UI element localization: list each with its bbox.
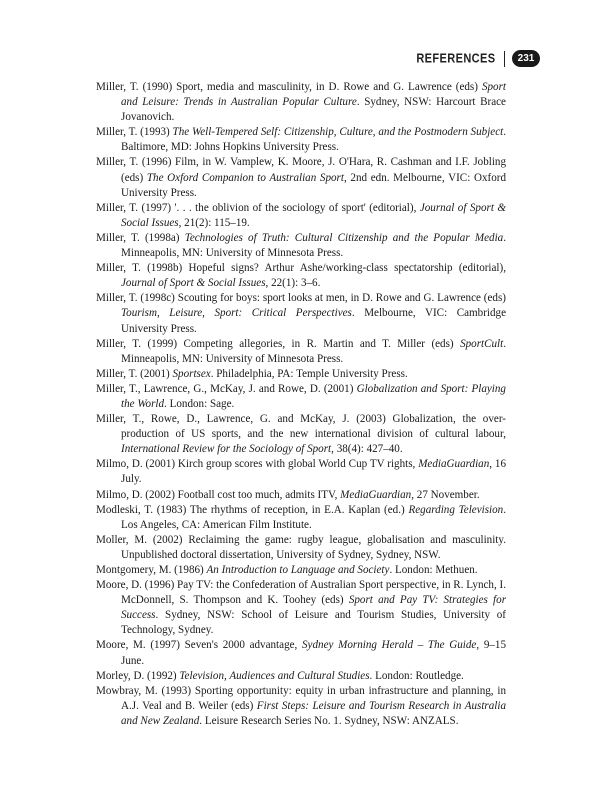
page-number-badge: 231 bbox=[512, 50, 540, 67]
reference-title: MediaGuardian bbox=[340, 488, 412, 501]
reference-title: Tourism, Leisure, Sport: Critical Perspectives bbox=[121, 307, 352, 320]
reference-entry bbox=[96, 488, 506, 503]
reference-text: Miller, T. (1996) Film, in W. Vamplew, K. Moore, J. O'Hara, R. Cashman and I.F. Jobling (eds) bbox=[96, 156, 506, 184]
reference-entry bbox=[96, 382, 506, 412]
reference-entry bbox=[96, 669, 506, 684]
reference-text: Moore, M. (1997) Seven's 2000 advantage, bbox=[96, 639, 302, 652]
reference-text: Miller, T. (1998b) Hopeful signs? Arthur Ashe/working-class spectatorship (editorial), bbox=[96, 262, 506, 275]
reference-entry bbox=[96, 684, 506, 729]
reference-title: Television, Audiences and Cultural Studies bbox=[179, 669, 370, 682]
reference-entry bbox=[96, 412, 506, 457]
reference-text: Montgomery, M. (1986) bbox=[96, 564, 207, 576]
reference-entry bbox=[96, 563, 506, 578]
reference-title: Technologies of Truth: Cultural Citizenship and the Popular Media bbox=[184, 231, 504, 244]
reference-entry bbox=[96, 291, 506, 336]
reference-entry bbox=[96, 337, 506, 367]
reference-text: . Sydney, NSW: School of Leisure and Tourism Studies, University of Technology, Sydney. bbox=[121, 609, 506, 637]
reference-text: Miller, T., Rowe, D., Lawrence, G. and McKay, J. (2003) Globalization, the over-production of US sports, and the new international division of cultural labour, bbox=[96, 413, 506, 441]
reference-title: Sydney Morning Herald – The Guide bbox=[302, 639, 477, 652]
reference-title: SportCult bbox=[460, 337, 504, 350]
reference-text: Miller, T. (1999) Competing allegories, in R. Martin and T. Miller (eds) bbox=[96, 337, 461, 350]
reference-entry bbox=[96, 231, 506, 261]
reference-entry bbox=[96, 155, 506, 200]
reference-text: , 2nd edn. Melbourne, VIC: Oxford University Press. bbox=[121, 171, 506, 199]
reference-title: Journal of Sport & Social Issues bbox=[121, 201, 506, 229]
reference-text: . Sydney, NSW: Harcourt Brace Jovanovich. bbox=[121, 96, 506, 124]
reference-text: Moller, M. (2002) Reclaiming the game: rugby league, globalisation and masculinity. Unpublished doctoral dissertation, University of Sydney, Sydney, NSW. bbox=[96, 533, 506, 561]
reference-entry bbox=[96, 457, 506, 487]
reference-text: . Philadelphia, PA: Temple University Press. bbox=[210, 367, 408, 380]
reference-title: Regarding Television bbox=[408, 503, 504, 516]
reference-entry bbox=[96, 503, 506, 533]
reference-entry bbox=[96, 125, 506, 155]
reference-title: Globalization and Sport: Playing the World bbox=[121, 382, 506, 410]
reference-list bbox=[96, 80, 506, 729]
reference-title: First Steps: Leisure and Tourism Research in Australia and New Zealand bbox=[121, 699, 506, 727]
reference-text: Moore, D. (1996) Pay TV: the Confederation of Australian Sport perspective, in R. Lynch, I. McDonnell, S. Thompson and K. Toohey (eds) bbox=[96, 579, 506, 607]
reference-text: Miller, T. (1998c) Scouting for boys: sport looks at men, in D. Rowe and G. Lawrence (eds) bbox=[96, 292, 506, 305]
reference-title: The Well-Tempered Self: Citizenship, Culture, and the Postmodern Subject bbox=[172, 126, 504, 139]
reference-entry bbox=[96, 638, 506, 668]
reference-text: , 27 November. bbox=[411, 488, 480, 501]
reference-text: . London: Routledge. bbox=[369, 669, 464, 682]
reference-text: Miller, T. (2001) bbox=[96, 367, 173, 380]
reference-title: MediaGuardian bbox=[418, 458, 490, 471]
reference-entry bbox=[96, 367, 506, 382]
reference-text: Milmo, D. (2001) Kirch group scores with global World Cup TV rights, bbox=[96, 458, 419, 471]
reference-text: Miller, T. (1993) bbox=[96, 126, 173, 139]
running-head-title: REFERENCES bbox=[416, 51, 496, 66]
reference-text: . Leisure Research Series No. 1. Sydney, NSW: ANZALS. bbox=[199, 714, 459, 727]
reference-title: An Introduction to Language and Society bbox=[206, 564, 390, 576]
running-header bbox=[416, 50, 540, 67]
reference-text: . Baltimore, MD: Johns Hopkins University Press. bbox=[121, 126, 506, 154]
reference-title: Journal of Sport & Social Issues bbox=[121, 277, 266, 290]
reference-text: . Minneapolis, MN: University of Minnesota Press. bbox=[121, 337, 506, 365]
reference-entry bbox=[96, 261, 506, 291]
reference-entry bbox=[96, 201, 506, 231]
reference-text: Miller, T. (1998a) bbox=[96, 231, 185, 244]
reference-entry bbox=[96, 533, 506, 563]
reference-text: , 22(1): 3–6. bbox=[265, 277, 321, 290]
reference-text: . Los Angeles, CA: American Film Institute. bbox=[121, 503, 506, 531]
reference-text: Milmo, D. (2002) Football cost too much, admits ITV, bbox=[96, 488, 341, 501]
reference-title: Sport and Pay TV: Strategies for Success bbox=[121, 594, 507, 622]
reference-title: The Oxford Companion to Australian Sport bbox=[146, 171, 344, 184]
reference-text: , 9–15 June. bbox=[121, 639, 507, 667]
reference-text: , 21(2): 115–19. bbox=[178, 216, 250, 229]
reference-text: . London: Sage. bbox=[164, 397, 235, 410]
header-divider bbox=[504, 51, 506, 67]
reference-text: Mowbray, M. (1993) Sporting opportunity: equity in urban infrastructure and planning, in A.J. Veal and B. Weiler (eds) bbox=[96, 684, 506, 712]
reference-text: . London: Methuen. bbox=[389, 564, 478, 576]
reference-text: Miller, T. (1990) Sport, media and masculinity, in D. Rowe and G. Lawrence (eds) bbox=[96, 81, 482, 93]
reference-title: International Review for the Sociology of Sport bbox=[121, 443, 332, 456]
reference-text: Morley, D. (1992) bbox=[96, 669, 180, 682]
reference-entry bbox=[96, 80, 506, 125]
reference-text: Miller, T. (1997) '. . . the oblivion of the sociology of sport' (editorial), bbox=[96, 201, 420, 214]
reference-text: , 38(4): 427–40. bbox=[331, 443, 403, 456]
reference-title: Sport and Leisure: Trends in Australian Popular Culture bbox=[121, 81, 506, 109]
reference-text: Miller, T., Lawrence, G., McKay, J. and Rowe, D. (2001) bbox=[96, 382, 357, 395]
reference-text: . Minneapolis, MN: University of Minnesota Press. bbox=[121, 231, 506, 260]
reference-title: Sportsex bbox=[172, 367, 211, 380]
reference-text: . Melbourne, VIC: Cambridge University Press. bbox=[121, 307, 507, 335]
reference-text: Modleski, T. (1983) The rhythms of reception, in E.A. Kaplan (ed.) bbox=[96, 503, 409, 516]
reference-entry bbox=[96, 578, 506, 638]
reference-text: , 16 July. bbox=[121, 458, 506, 486]
